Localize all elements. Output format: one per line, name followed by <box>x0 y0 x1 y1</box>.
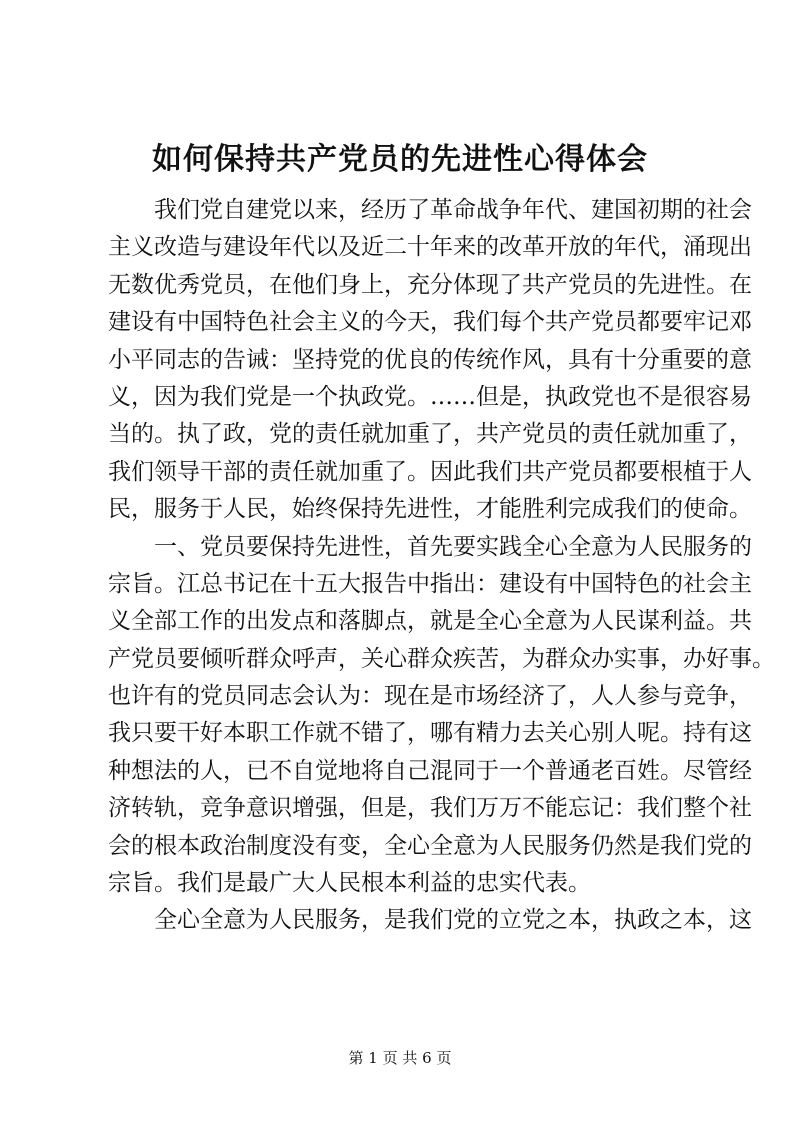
document-title: 如何保持共产党员的先进性心得体会 <box>152 142 648 177</box>
paragraph-line: 济转轨，竞争意识增强，但是，我们万万不能忘记：我们整个社 <box>108 795 752 822</box>
paragraph-line: 当的。执了政，党的责任就加重了，共产党员的责任就加重了， <box>108 421 752 448</box>
paragraph-line: 义，因为我们党是一个执政党。……但是，执政党也不是很容易 <box>108 383 752 410</box>
paragraph-line: 无数优秀党员，在他们身上，充分体现了共产党员的先进性。在 <box>108 271 752 298</box>
document-body <box>108 192 775 940</box>
paragraph-line: 主义改造与建设年代以及近二十年来的改革开放的年代，涌现出 <box>108 234 752 261</box>
paragraph-line: 全心全意为人民服务，是我们党的立党之本，执政之本，这 <box>154 907 752 934</box>
paragraph-line: 也许有的党员同志会认为：现在是市场经济了，人人参与竞争， <box>108 683 752 710</box>
paragraph-line: 我们领导干部的责任就加重了。因此我们共产党员都要根植于人 <box>108 458 752 485</box>
paragraph-line: 会的根本政治制度没有变，全心全意为人民服务仍然是我们党的 <box>108 832 752 859</box>
paragraph-line: 小平同志的告诫：坚持党的优良的传统作风，具有十分重要的意 <box>108 346 752 373</box>
paragraph-line: 宗旨。江总书记在十五大报告中指出：建设有中国特色的社会主 <box>108 570 752 597</box>
page-footer: 第 1 页 共 6 页 <box>348 1049 452 1067</box>
paragraph-line: 产党员要倾听群众呼声，关心群众疾苦，为群众办实事，办好事。 <box>108 645 775 672</box>
paragraph-line: 义全部工作的出发点和落脚点，就是全心全意为人民谋利益。共 <box>108 608 752 635</box>
paragraph-line: 建设有中国特色社会主义的今天，我们每个共产党员都要牢记邓 <box>108 309 752 336</box>
paragraph-line: 我只要干好本职工作就不错了，哪有精力去关心别人呢。持有这 <box>108 720 752 747</box>
paragraph-line: 种想法的人，已不自觉地将自己混同于一个普通老百姓。尽管经 <box>108 757 752 784</box>
paragraph-line: 一、党员要保持先进性，首先要实践全心全意为人民服务的 <box>154 533 752 560</box>
paragraph-line: 我们党自建党以来，经历了革命战争年代、建国初期的社会 <box>154 197 752 223</box>
paragraph-line: 民，服务于人民，始终保持先进性，才能胜利完成我们的使命。 <box>108 496 752 523</box>
paragraph-line: 宗旨。我们是最广大人民根本利益的忠实代表。 <box>108 870 591 897</box>
